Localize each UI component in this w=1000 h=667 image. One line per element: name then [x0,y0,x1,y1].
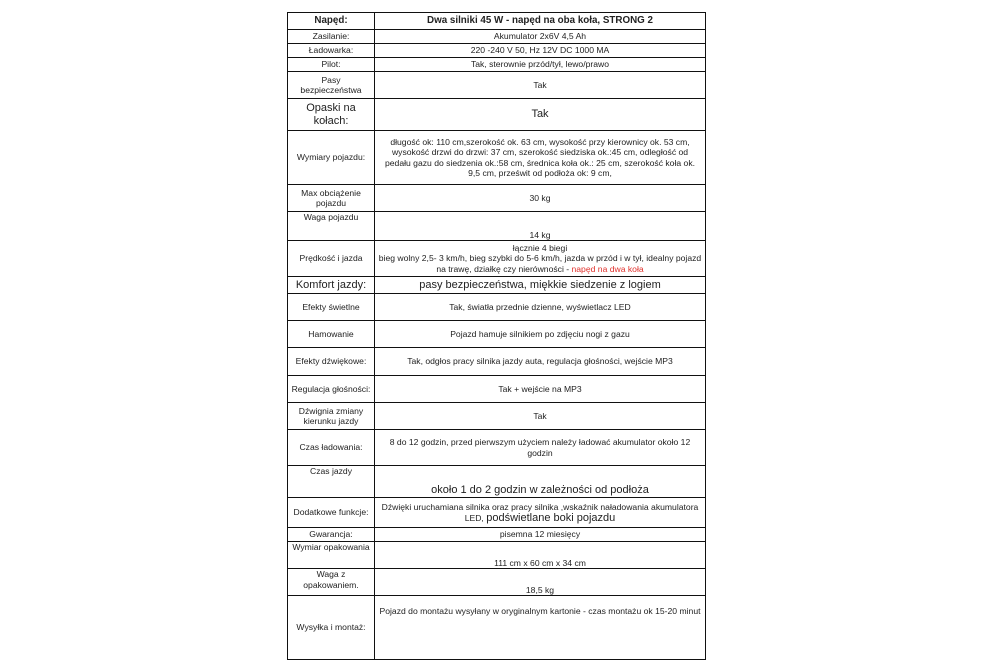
row-label: Pasy bezpieczeństwa [288,72,375,99]
row-label: Waga z opakowaniem. [288,569,375,596]
row-value-emphasis: podświetlane boki pojazdu [486,511,616,524]
row-label: Wysyłka i montaż: [288,596,375,660]
row-value: długość ok: 110 cm,szerokość ok. 63 cm, wysokość przy kierownicy ok. 53 cm, wysokość drzwi do drzwi: 37 cm, szerokość siedziska ok.:45 cm, odległość od pedału gazu do siedzenia ok.:58 cm, średnica koła ok.: 25 cm, szerokość koła ok. 9,5 cm, prześwit od podłoża ok: 9 cm, [375,131,706,185]
table-row [288,348,706,376]
row-label: Efekty świetlne [288,294,375,321]
highlight-text: napęd na dwa koła [571,263,644,274]
row-label: Pilot: [288,58,375,72]
table-row [288,277,706,294]
row-label: Dodatkowe funkcje: [288,498,375,528]
row-value: Pojazd hamuje silnikiem po zdjęciu nogi z gazu [375,321,706,348]
row-label: Ładowarka: [288,44,375,58]
table-row [288,44,706,58]
table-row [288,72,706,99]
table-row [288,569,706,596]
row-value: Tak, odgłos pracy silnika jazdy auta, regulacja głośności, wejście MP3 [375,348,706,376]
table-row [288,131,706,185]
row-value-line2 [378,253,702,274]
row-value: Tak [375,403,706,430]
table-row [288,528,706,542]
row-label: Gwarancja: [288,528,375,542]
row-value: Pojazd do montażu wysyłany w oryginalnym kartonie - czas montażu ok 15-20 minut [375,596,706,660]
row-label: Wymiary pojazdu: [288,131,375,185]
row-value-text: bieg wolny 2,5- 3 km/h, bieg szybki do 5-6 km/h, jazda w przód i w tył, idealny pojazd na trawę, działkę czy nierówności - [378,253,702,274]
row-value: Tak + wejście na MP3 [375,376,706,403]
table-row [288,13,706,30]
header-label: Napęd: [288,13,375,30]
row-value-text: Dźwięki uruchamiana silnika oraz pracy silnika ,wskaźnik naładowania akumulatora LED, [381,502,699,523]
table-row [288,596,706,660]
row-label: Hamowanie [288,321,375,348]
row-value: 18,5 kg [375,569,706,596]
row-label: Prędkość i jazda [288,241,375,277]
row-label: Czas jazdy [288,466,375,498]
table-row [288,466,706,498]
table-row [288,498,706,528]
spec-table [287,12,706,660]
row-value-line1: łącznie 4 biegi [512,242,568,253]
row-label: Max obciążenie pojazdu [288,185,375,212]
table-row [288,185,706,212]
table-row [288,430,706,466]
row-label: Regulacja głośności: [288,376,375,403]
table-row [288,321,706,348]
row-value: Tak [375,99,706,131]
row-value: Tak, sterownie przód/tył, lewo/prawo [375,58,706,72]
row-value: pisemna 12 miesięcy [375,528,706,542]
row-value: 8 do 12 godzin, przed pierwszym użyciem należy ładować akumulator około 12 godzin [375,430,706,466]
row-label: Czas ładowania: [288,430,375,466]
row-value: 30 kg [375,185,706,212]
row-label: Opaski na kołach: [288,99,375,131]
table-row [288,212,706,241]
row-value: około 1 do 2 godzin w zależności od podłoża [375,466,706,498]
table-row [288,294,706,321]
row-label: Dźwignia zmiany kierunku jazdy [288,403,375,430]
row-value: 14 kg [375,212,706,241]
row-label: Waga pojazdu [288,212,375,241]
row-value: pasy bezpieczeństwa, miękkie siedzenie z logiem [375,277,706,294]
row-label: Komfort jazdy: [288,277,375,294]
row-value [375,241,706,277]
table-row [288,99,706,131]
row-value: Tak [375,72,706,99]
row-label: Wymiar opakowania [288,542,375,569]
row-value: Tak, światła przednie dzienne, wyświetlacz LED [375,294,706,321]
header-value: Dwa silniki 45 W - napęd na oba koła, STRONG 2 [375,13,706,30]
table-row [288,30,706,44]
row-label: Efekty dźwiękowe: [288,348,375,376]
row-value: 111 cm x 60 cm x 34 cm [375,542,706,569]
row-value: Akumulator 2x6V 4,5 Ah [375,30,706,44]
row-label: Zasilanie: [288,30,375,44]
row-value: 220 -240 V 50, Hz 12V DC 1000 MA [375,44,706,58]
table-row [288,58,706,72]
table-row [288,241,706,277]
table-row [288,376,706,403]
row-value [375,498,706,528]
table-row [288,542,706,569]
table-row [288,403,706,430]
